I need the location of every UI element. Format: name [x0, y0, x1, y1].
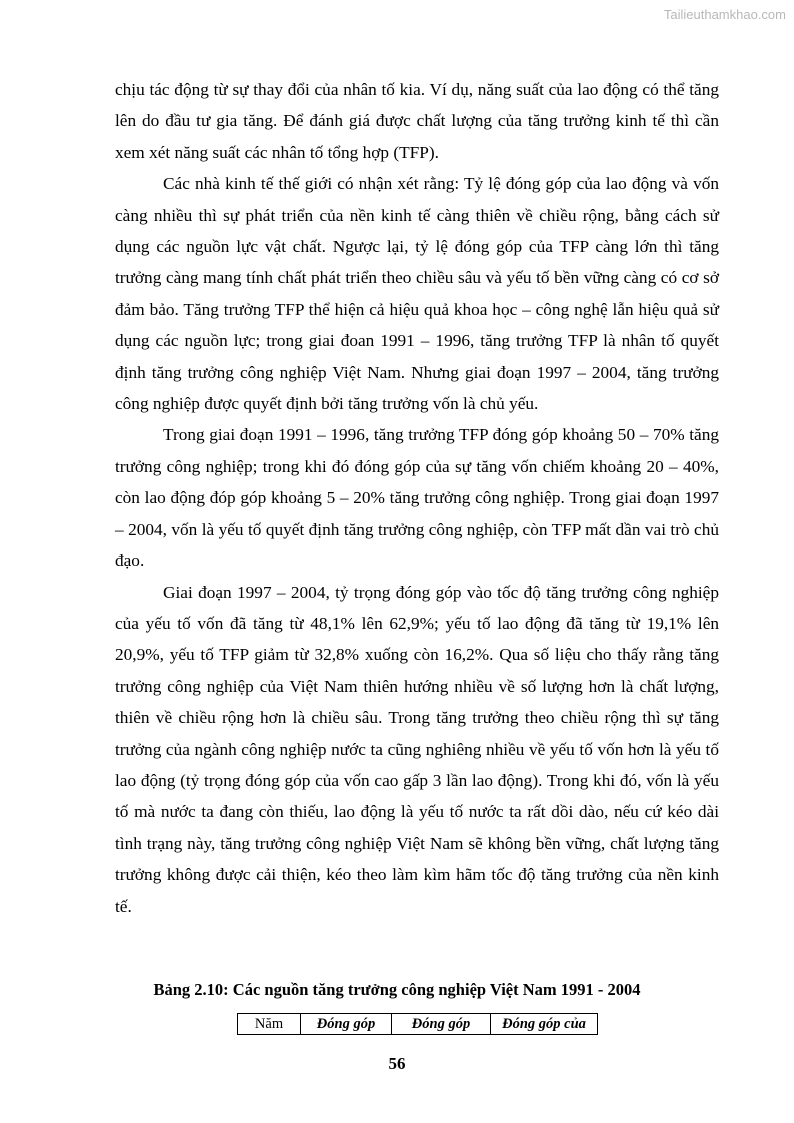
table-header-row [238, 1014, 598, 1035]
paragraph-1: chịu tác động từ sự thay đổi của nhân tố kia. Ví dụ, năng suất của lao động có thể tăng lên do đầu tư gia tăng. Để đánh giá được chất lượng của tăng trưởng kinh tế thì cần xem xét năng suất các nhân tố tổng hợp (TFP). [115, 80, 719, 162]
paragraph-4: Giai đoạn 1997 – 2004, tỷ trọng đóng góp vào tốc độ tăng trưởng công nghiệp của yếu tố vốn đã tăng từ 48,1% lên 62,9%; yếu tố lao động đã tăng từ 19,1% lên 20,9%, yếu tố TFP giảm từ 32,8% xuống còn 16,2%. Qua số liệu cho thấy rằng tăng trưởng công nghiệp của Việt Nam thiên hướng nhiều về số lượng hơn là chất lượng, thiên về chiều rộng hơn là chiều sâu. Trong tăng trưởng theo chiều rộng thì sự tăng trưởng của ngành công nghiệp nước ta cũng nghiêng nhiều về yếu tố vốn hơn là yếu tố lao động (tỷ trọng đóng góp của vốn cao gấp 3 lần lao động). Trong khi đó, vốn là yếu tố mà nước ta đang còn thiếu, lao động là yếu tố nước ta rất dồi dào, nếu cứ kéo dài tình trạng này, tăng trưởng công nghiệp Việt Nam sẽ không bền vững, chất lượng tăng trưởng không được cải thiện, kéo theo làm kìm hãm tốc độ tăng trưởng của nền kinh tế. [115, 582, 719, 916]
table-caption: Bảng 2.10: Các nguồn tăng trưởng công nghiệp Việt Nam 1991 - 2004 [153, 980, 641, 999]
table-caption-wrapper [0, 980, 794, 1000]
table-header-contribution-1: Đóng góp [301, 1014, 392, 1035]
table-header-contribution-3: Đóng góp của [491, 1014, 598, 1035]
paragraph-3: Trong giai đoạn 1991 – 1996, tăng trưởng TFP đóng góp khoảng 50 – 70% tăng trưởng công nghiệp; trong khi đó đóng góp của sự tăng vốn chiếm khoảng 20 – 40%, còn lao động đóp góp khoảng 5 – 20% tăng trưởng công nghiệp. Trong giai đoạn 1997 – 2004, vốn là yếu tố quyết định tăng trưởng công nghiệp, còn TFP mất dần vai trò chủ đạo. [115, 425, 719, 571]
table-header-year: Năm [238, 1014, 301, 1035]
watermark-text: Tailieuthamkhao.com [663, 7, 786, 22]
sources-table [237, 1013, 598, 1035]
table-header-contribution-2: Đóng góp [392, 1014, 491, 1035]
body-text [115, 74, 719, 922]
paragraph-2: Các nhà kinh tế thế giới có nhận xét rằng: Tỷ lệ đóng góp của lao động và vốn càng nhiều thì sự phát triển của nền kinh tế càng thiên về chiều rộng, bằng cách sử dụng các nguồn lực vật chất. Ngược lại, tỷ lệ đóng góp của TFP càng lớn thì tăng trưởng càng mang tính chất phát triển theo chiều sâu và yếu tố bền vững càng có cơ sở đảm bảo. Tăng trưởng TFP thể hiện cả hiệu quả khoa học – công nghệ lẫn hiệu quả sử dụng các nguồn lực; trong giai đoan 1991 – 1996, tăng trưởng TFP là nhân tố quyết định tăng trưởng công nghiệp Việt Nam. Nhưng giai đoạn 1997 – 2004, tăng trưởng công nghiệp được quyết định bởi tăng trưởng vốn là chủ yếu. [115, 174, 719, 414]
page-number: 56 [388, 1054, 406, 1073]
